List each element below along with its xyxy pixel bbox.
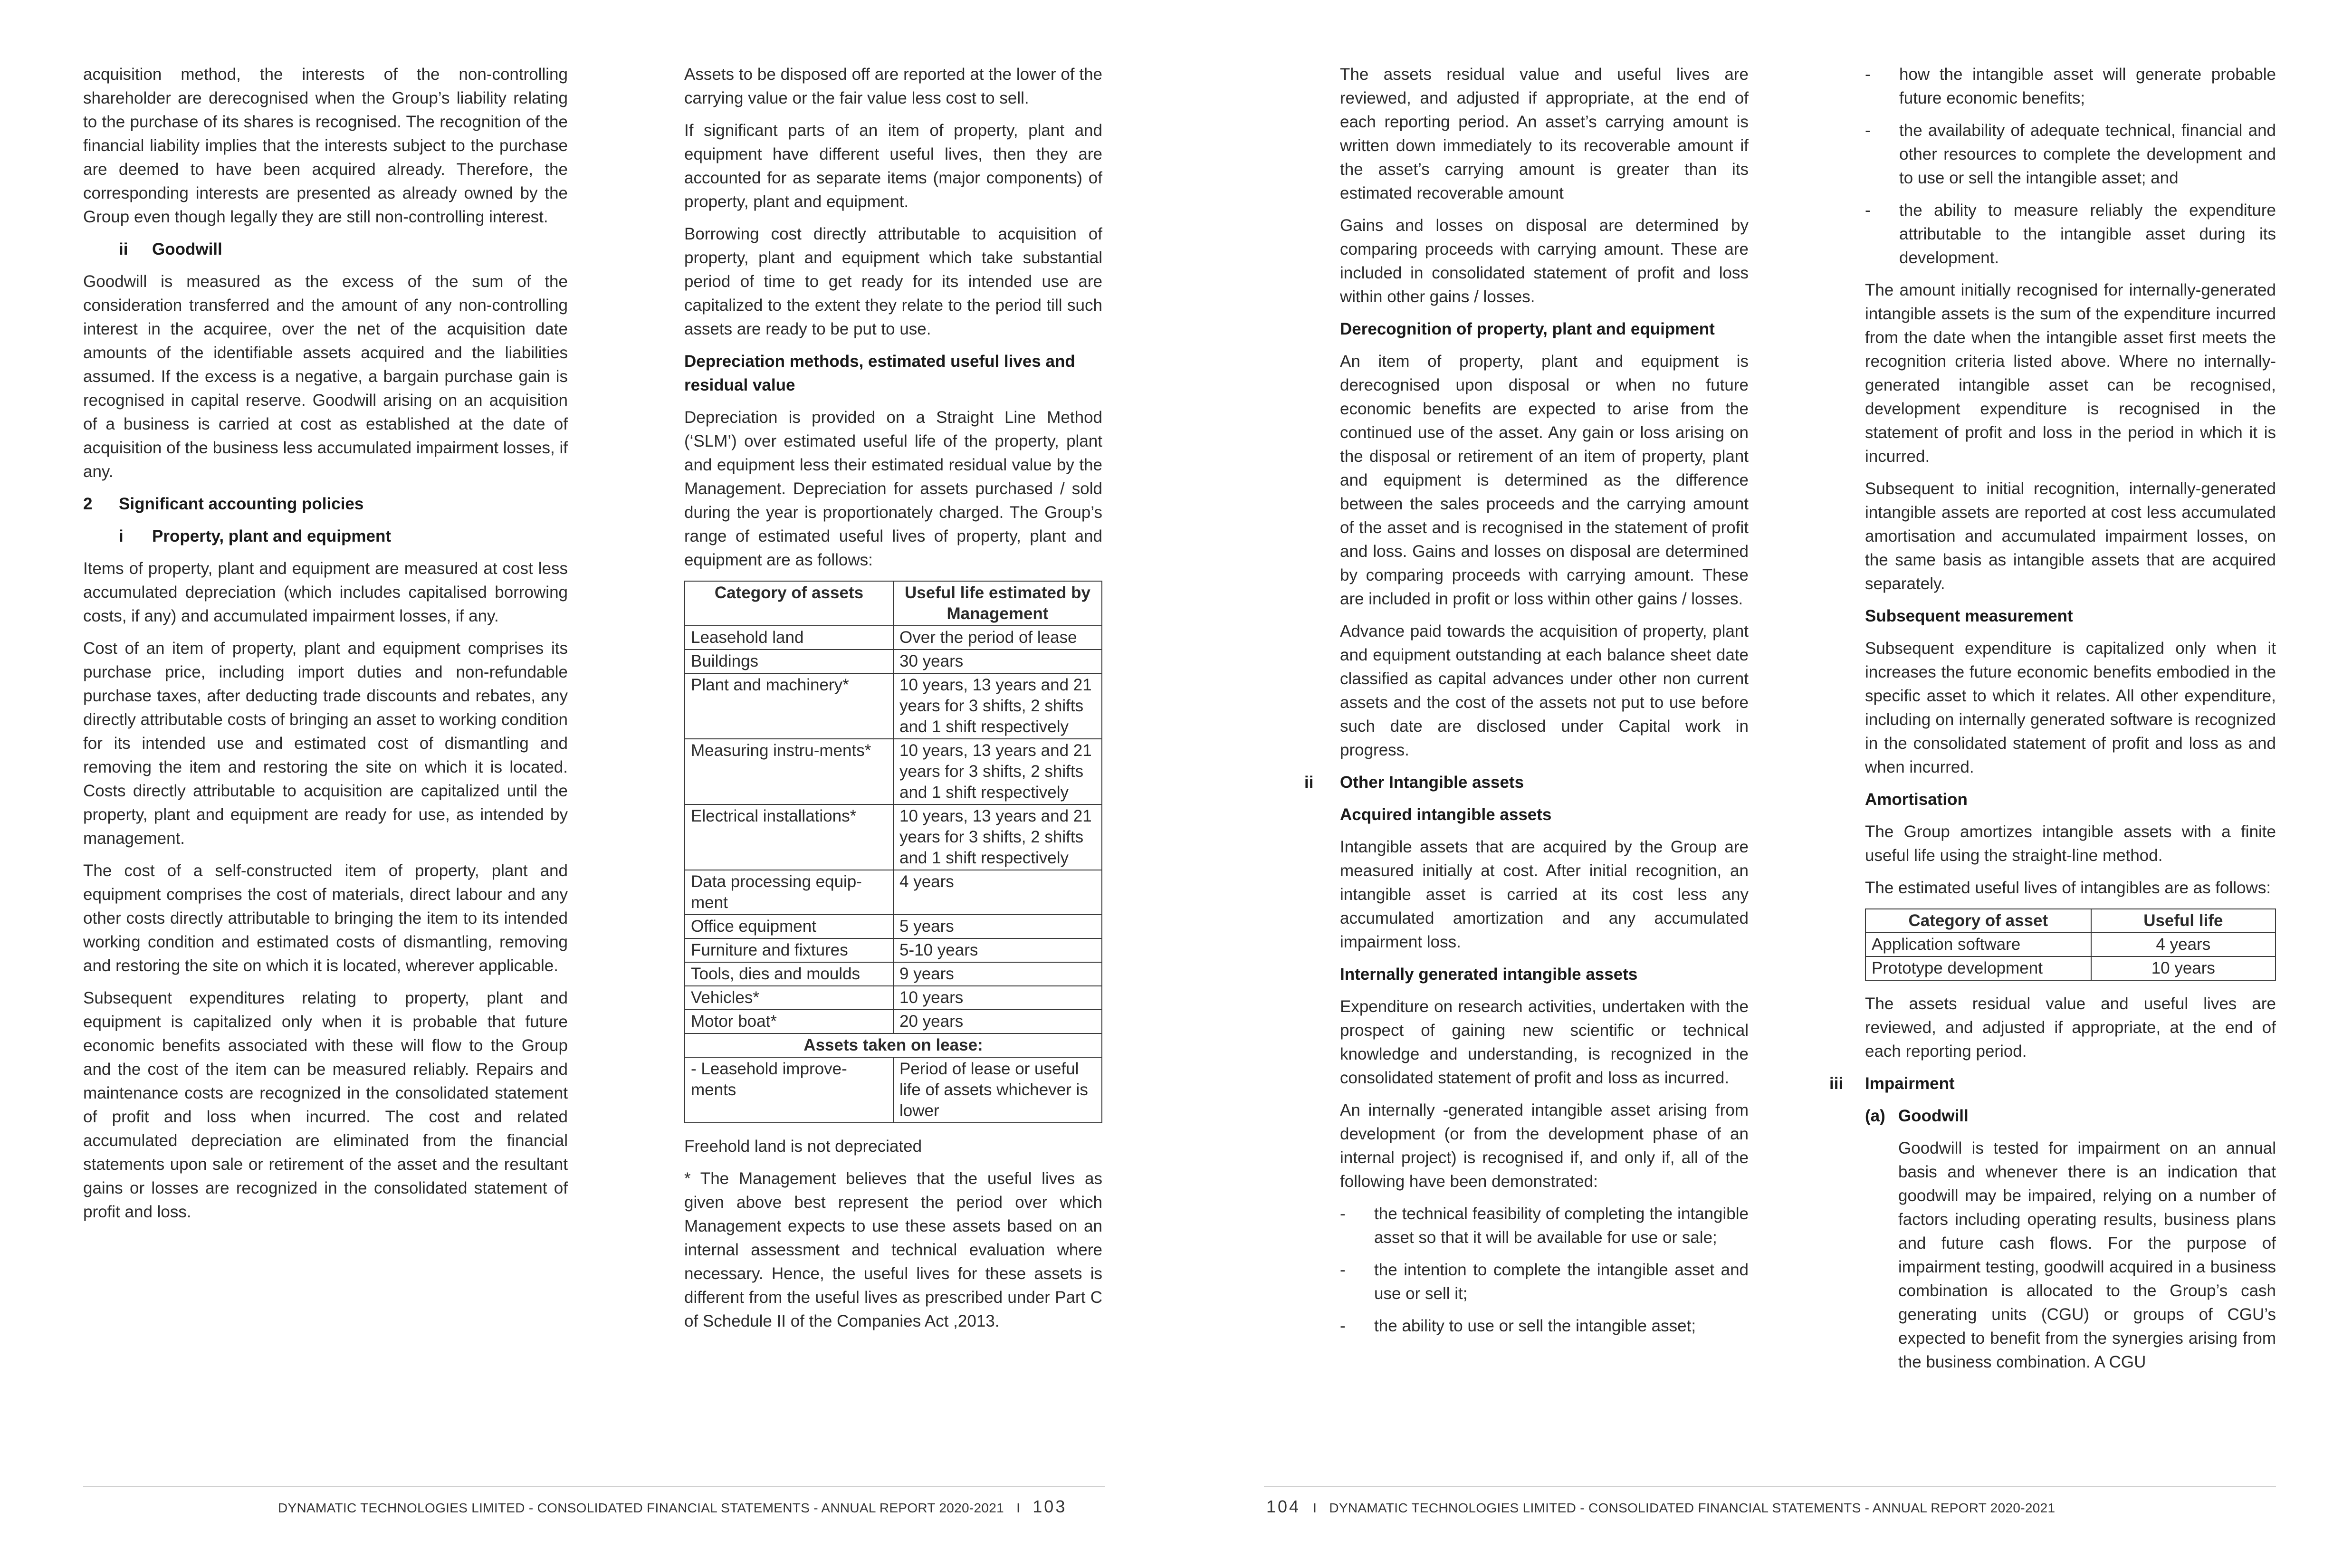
table-cell: Prototype development [1865,956,2091,980]
table-row [685,962,1102,986]
table-row [1865,933,2276,956]
paragraph: Intangible assets that are acquired by the Group are measured initially at cost. After initial recognition, an intangible asset is carried at its cost less any accumulated amortization and any accumulated impairment loss. [1340,838,1749,951]
footer-separator: I [1313,1501,1317,1515]
paragraph: Freehold land is not depreciated [684,1137,922,1156]
table-cell: Over the period of lease [893,626,1102,650]
paragraph: Expenditure on research activities, undertaken with the prospect of gaining new scientific or technical knowledge and understanding, is recognized in the consolidated statement of profit and loss as incurred. [1340,997,1749,1087]
table-cell: 10 years, 13 years and 21 years for 3 shifts, 2 shifts and 1 shift respectively [893,804,1102,870]
heading-section-2: 2 Significant accounting policies [83,495,364,513]
paragraph: acquisition method, the interests of the non-controlling shareholder are derecognised when the Group’s liability relating to the purchase of its shares is recognised. The recognition of the financial liability implies that the interests subject to the purchase are deemed to have been acquired already. Therefore, the corresponding interests are presented as already owned by the Group even though legally they are still non-controlling interest. [83,65,568,226]
paragraph: Borrowing cost directly attributable to acquisition of property, plant and equipment which take substantial period of time to get ready for its intended use are capitalized to the extent they relate to the period till such assets are ready to be put to use. [684,225,1102,338]
paragraph: Advance paid towards the acquisition of property, plant and equipment outstanding at each balance sheet date classified as capital advances under other non current assets and the cost of the assets not put to use before such date are disclosed under Capital work in progress. [1340,622,1749,759]
paragraph: The amount initially recognised for internally-generated intangible assets is the sum of the expenditure incurred from the date when the intangible asset first meets the recognition criteria listed above. Where no internally-generated intangible asset can be recognised, development expenditure is recognised in the statement of profit and loss in the period in which it is incurred. [1865,281,2276,466]
table-cell: 10 years [2091,956,2276,980]
heading-other-intangibles: ii Other Intangible assets [1304,773,1524,792]
footer-right [1266,1497,2055,1517]
heading-goodwill: ii Goodwill [119,240,222,258]
table-cell: Measuring instru-ments* [685,739,893,804]
list-item: - how the intangible asset will generate probable future economic benefits; [1865,65,2276,107]
bullet-list [1865,63,2276,270]
table-row [685,870,1102,915]
table-cell: Motor boat* [685,1010,893,1033]
paragraph: The estimated useful lives of intangibles are as follows: [1865,879,2271,897]
paragraph: Depreciation is provided on a Straight Line Method (‘SLM’) over estimated useful life of the property, plant and equipment less their estimated residual value by the Management. Depreciation for assets purchased / sold during the year is proportionately charged. The Group’s range of estimated useful lives of property, plant and equipment are as follows: [684,408,1102,569]
table-row [685,915,1102,938]
heading-derecognition: Derecognition of property, plant and equipment [1340,320,1715,338]
column-header: Useful life estimated by Management [893,581,1102,626]
table-cell: Application software [1865,933,2091,956]
heading-subsequent-measurement: Subsequent measurement [1865,607,2073,625]
table-cell: Period of lease or useful life of assets whichever is lower [893,1057,1102,1123]
footer-divider-left [83,1486,1105,1487]
table-cell: 10 years [893,986,1102,1010]
bullet-list [1340,1202,1749,1338]
heading-amortisation: Amortisation [1865,790,1968,809]
heading-ppe: i Property, plant and equipment [119,527,392,545]
list-item: - the technical feasibility of completing the intangible asset so that it will be available for use or sale; [1340,1205,1749,1247]
paragraph: Subsequent expenditure is capitalized only when it increases the future economic benefits embodied in the specific asset to which it relates. All other expenditure, including on internally generated software is recognized in the consolidated statement of profit and loss as and when incurred. [1865,639,2276,776]
column-3 [1304,63,1749,1347]
table-cell: 10 years, 13 years and 21 years for 3 shifts, 2 shifts and 1 shift respectively [893,739,1102,804]
table-header-row [1865,909,2276,933]
paragraph: Goodwill is measured as the excess of the sum of the consideration transferred and the amount of any non-controlling interest in the acquiree, over the net of the acquisition date amounts of the identifiable assets acquired and the liabilities assumed. If the excess is a negative, a bargain purchase gain is recognised in capital reserve. Goodwill arising on an acquisition of a business is carried at cost as established at the date of acquisition of the business less accumulated impairment losses, if any. [83,272,568,481]
intangibles-useful-life-table [1865,908,2276,981]
table-header-row [685,581,1102,626]
list-item: - the intention to complete the intangible asset and use or sell it; [1340,1261,1749,1303]
paragraph: Goodwill is tested for impairment on an annual basis and whenever there is an indication that goodwill may be impaired, relying on a number of factors including operating results, business plans and future cash flows. For the purpose of impairment testing, goodwill acquired in a business combination is allocated to the Group’s cash generating units (CGU) or groups of CGU’s expected to benefit from the synergies arising from the business combination. A CGU [1898,1139,2276,1371]
paragraph: Subsequent expenditures relating to property, plant and equipment is capitalized only when it is probable that future economic benefits associated with these will flow to the Group and the cost of the item can be measured reliably. Repairs and maintenance costs are recognized in the consolidated statement of profit and loss when incurred. The cost and related accumulated depreciation are eliminated from the financial statements upon sale or retirement of the asset and the resultant gains or losses are recognized in the consolidated statement of profit and loss. [83,989,568,1221]
table-row [1865,956,2276,980]
paragraph: The cost of a self-constructed item of property, plant and equipment comprises the cost of materials, direct labour and any other costs directly attributable to bringing the item to its intended working condition and estimated costs of dismantling, removing and restoring the site on which it is located, wherever applicable. [83,861,568,975]
paragraph: An internally -generated intangible asset arising from development (or from the development phase of an internal project) is recognised if, and only if, all of the following have been demonstrated: [1340,1101,1749,1191]
column-2 [684,63,1102,1342]
heading-goodwill-impairment: (a) Goodwill [1865,1107,1969,1125]
table-row [685,739,1102,804]
table-row [685,1010,1102,1033]
table-row [685,804,1102,870]
heading-depreciation: Depreciation methods, estimated useful lives and residual value [684,352,1075,394]
heading-internally-generated: Internally generated intangible assets [1340,965,1638,984]
page-number: 104 [1266,1497,1301,1516]
table-row [685,1057,1102,1123]
table-row [685,1033,1102,1057]
paragraph: Subsequent to initial recognition, internally-generated intangible assets are reported at cost less accumulated amortisation and accumulated impairment losses, on the same basis as intangible assets that are acquired separately. [1865,479,2276,593]
column-4 [1829,63,2276,1383]
footer-title: DYNAMATIC TECHNOLOGIES LIMITED - CONSOLIDATED FINANCIAL STATEMENTS - ANNUAL REPORT 2020-2021 [1329,1501,2056,1515]
table-cell: Tools, dies and moulds [685,962,893,986]
table-row [685,938,1102,962]
table-cell: Office equipment [685,915,893,938]
list-item: - the availability of adequate technical, financial and other resources to complete the development and to use or sell the intangible asset; and [1865,121,2276,187]
table-cell: 20 years [893,1010,1102,1033]
paragraph: An item of property, plant and equipment is derecognised upon disposal or when no future economic benefits are expected to arise from the continued use of the asset. Any gain or loss arising on the disposal or retirement of an item of property, plant and equipment is determined as the difference between the sales proceeds and the carrying amount of the asset and is recognised in the statement of profit and loss. Gains and losses on disposal are determined by comparing proceeds with carrying amount. These are included in profit or loss within other gains / losses. [1340,352,1749,608]
table-cell: Electrical installations* [685,804,893,870]
table-cell: 5 years [893,915,1102,938]
footer-separator: I [1016,1501,1021,1515]
column-header: Category of asset [1865,909,2091,933]
paragraph: Gains and losses on disposal are determined by comparing proceeds with carrying amount. These are included in consolidated statement of profit and loss within other gains / losses. [1340,216,1749,306]
table-cell: Furniture and fixtures [685,938,893,962]
page-number: 103 [1033,1497,1067,1516]
paragraph: The assets residual value and useful lives are reviewed, and adjusted if appropriate, at the end of each reporting period. [1865,994,2276,1061]
paragraph: Items of property, plant and equipment are measured at cost less accumulated depreciation (which includes capitalised borrowing costs, if any) and accumulated impairment losses, if any. [83,559,568,625]
paragraph: * The Management believes that the useful lives as given above best represent the period over which Management expects to use these assets based on an internal assessment and technical evaluation where necessary. Hence, the useful lives for these assets is different from the useful lives as prescribed under Part C of Schedule II of the Companies Act ,2013. [684,1169,1102,1330]
list-item: - the ability to use or sell the intangible asset; [1340,1317,1696,1335]
table-cell: 4 years [893,870,1102,915]
paragraph: The assets residual value and useful lives are reviewed, and adjusted if appropriate, at the end of each reporting period. An asset’s carrying amount is written down immediately to its recoverable amount if the asset’s carrying amount is greater than its estimated recoverable amount [1340,65,1749,202]
footer-left [278,1497,1067,1517]
table-cell: Leasehold land [685,626,893,650]
paragraph: Cost of an item of property, plant and equipment comprises its purchase price, including import duties and non-refundable purchase taxes, after deducting trade discounts and rebates, any directly attributable costs of bringing an asset to working condition for its intended use and estimated cost of dismantling and removing the item and restoring the site on which it is located. Costs directly attributable to acquisition are capitalized until the property, plant and equipment are ready for use, as intended by management. [83,639,568,848]
paragraph: Assets to be disposed off are reported at the lower of the carrying value or the fair value less cost to sell. [684,65,1102,107]
table-row [685,673,1102,739]
table-cell: 10 years, 13 years and 21 years for 3 shifts, 2 shifts and 1 shift respectively [893,673,1102,739]
heading-acquired-intangibles: Acquired intangible assets [1340,805,1552,824]
table-cell: 30 years [893,650,1102,673]
table-subheading: Assets taken on lease: [685,1033,1102,1057]
heading-impairment: iii Impairment [1829,1074,1955,1093]
paragraph: If significant parts of an item of property, plant and equipment have different useful lives, then they are accounted for as separate items (major components) of property, plant and equipment. [684,121,1102,211]
table-cell: - Leasehold improve-ments [685,1057,893,1123]
table-cell: Buildings [685,650,893,673]
table-row [685,986,1102,1010]
column-header: Category of assets [685,581,893,626]
useful-life-table [684,581,1102,1123]
paragraph: The Group amortizes intangible assets with a finite useful life using the straight-line method. [1865,822,2276,865]
table-body [685,626,1102,1033]
table-row [685,626,1102,650]
column-header: Useful life [2091,909,2276,933]
table-cell: Plant and machinery* [685,673,893,739]
table-cell: 5-10 years [893,938,1102,962]
table-row [685,650,1102,673]
table-cell: 9 years [893,962,1102,986]
column-1 [83,63,568,1233]
footer-title: DYNAMATIC TECHNOLOGIES LIMITED - CONSOLIDATED FINANCIAL STATEMENTS - ANNUAL REPORT 2020-2021 [278,1501,1004,1515]
list-item: - the ability to measure reliably the expenditure attributable to the intangible asset during its development. [1865,201,2276,267]
table-cell: Data processing equip-ment [685,870,893,915]
footer-divider-right [1264,1486,2276,1487]
table-cell: 4 years [2091,933,2276,956]
table-cell: Vehicles* [685,986,893,1010]
